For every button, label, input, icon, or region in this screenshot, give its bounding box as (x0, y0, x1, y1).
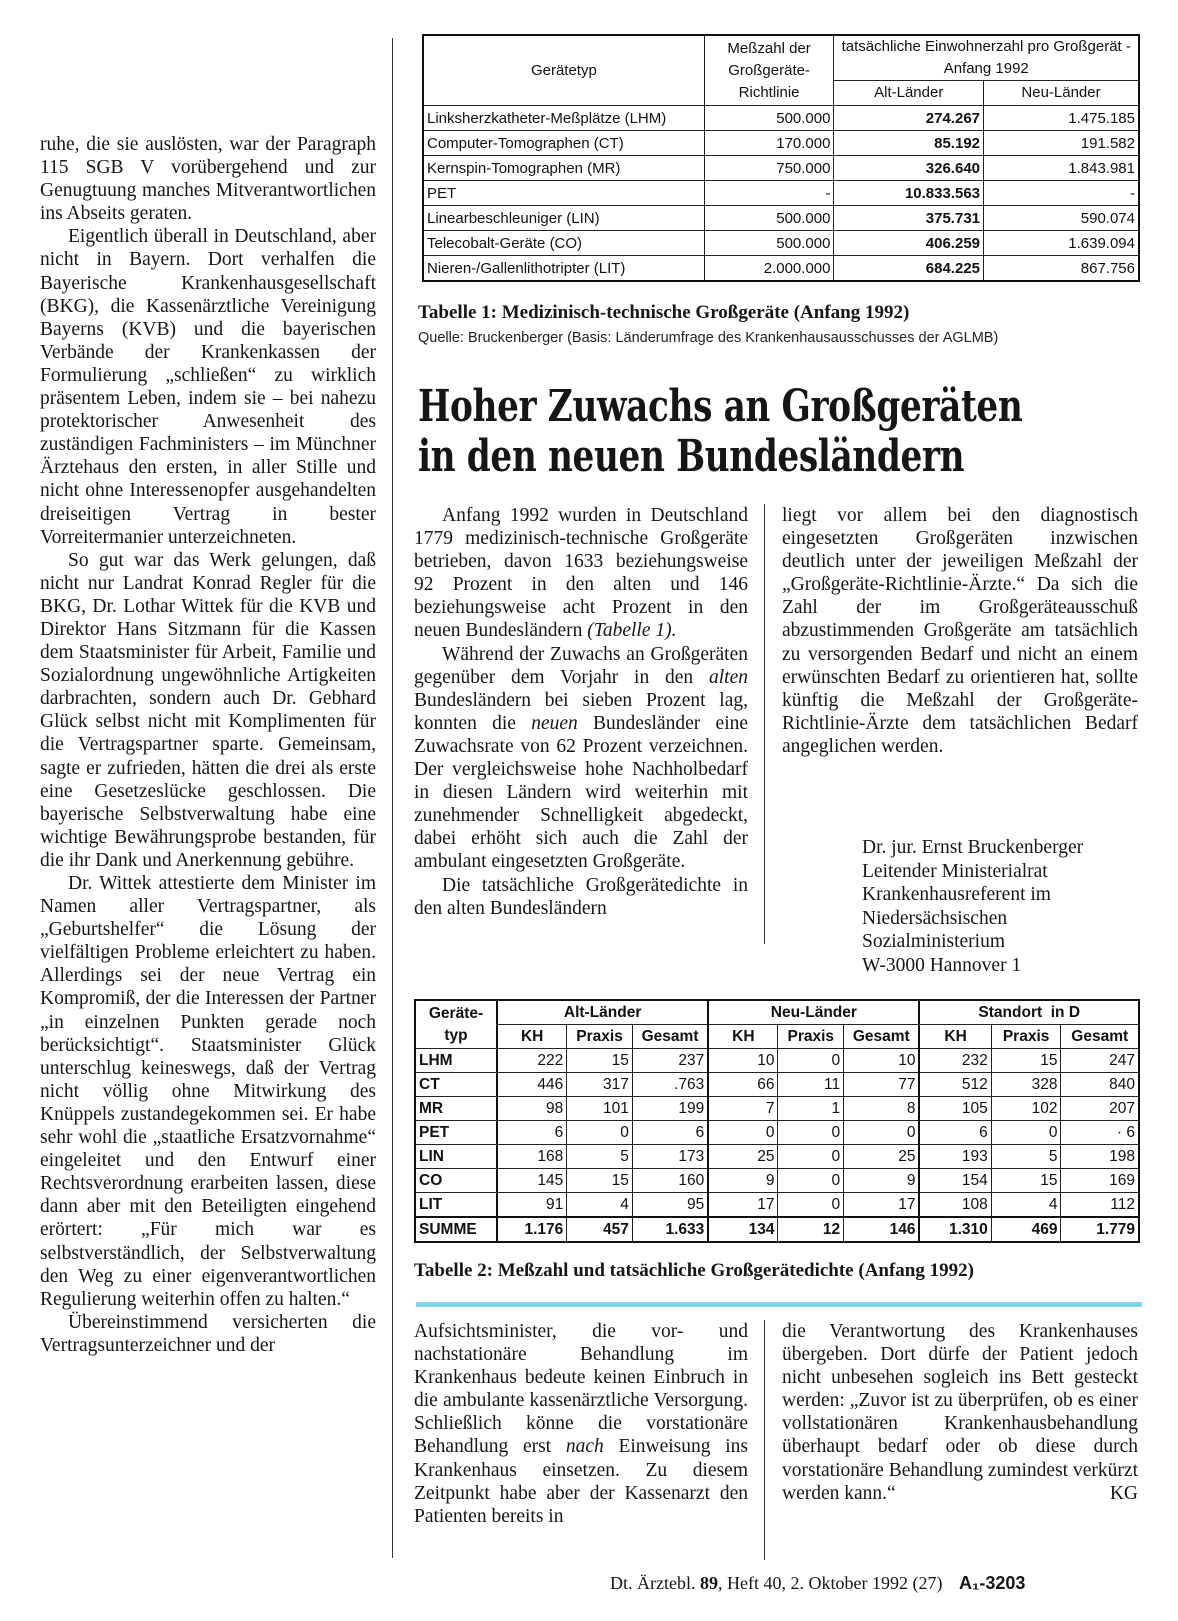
t2-cell: 198 (1061, 1145, 1139, 1169)
t2-cell: 160 (632, 1169, 708, 1193)
left-paragraph: So gut war das Werk gelungen, daß nicht nur Landrat Konrad Regler für die BKG, Dr. Lothar Wittek für die KVB und Direktor Hans Sitzmann für die Kassen dem Staatsminister für Arbeit, Familie und Sozialordnung ungewöhnliche Artigkeiten darbrachten, sondern auch Dr. Gebhard Glück selbst nicht mit Komplimenten für die Vertragspartner sparte. Gemeinsam, sagte er zufrieden, hätten die drei als erste eine Gesetzeslücke geschlossen. Die bayerische Selbstverwaltung habe eine wichtige Bewährungsprobe bestanden, für die ihr Dank und Anerkennung gebühre. (40, 549, 376, 871)
table-2 (414, 999, 1140, 1243)
t2-cell: 328 (991, 1073, 1061, 1097)
t2-cell: 4 (991, 1193, 1061, 1218)
t2-cell: 77 (844, 1073, 920, 1097)
headline-line-1: Hoher Zuwachs an Großgeräten (418, 381, 1023, 432)
t1-type: Telecobalt-Geräte (CO) (423, 231, 704, 256)
table-row (423, 106, 1139, 131)
table-row (415, 1097, 1139, 1121)
t1-type: Linearbeschleuniger (LIN) (423, 206, 704, 231)
t1-alt: 274.267 (834, 106, 984, 131)
t1-alt: 85.192 (834, 131, 984, 156)
t2-cell: 112 (1061, 1193, 1139, 1218)
t2-cell: 6 (632, 1121, 708, 1145)
t1-alt: 375.731 (834, 206, 984, 231)
table-row (423, 231, 1139, 256)
t2-cell: 193 (919, 1145, 991, 1169)
footer-issue: , Heft 40, 2. Oktober 1992 (27) (717, 1573, 943, 1593)
table-row (423, 206, 1139, 231)
t2-cell: 108 (919, 1193, 991, 1218)
t2-cell: 232 (919, 1049, 991, 1073)
t2-cell: 1.633 (632, 1217, 708, 1242)
t2-cell: 0 (778, 1145, 844, 1169)
t2-cell: 9 (844, 1169, 920, 1193)
t1-type: Nieren-/Gallenlithotripter (LIT) (423, 256, 704, 282)
column-divider (764, 1320, 765, 1560)
t2-row-type: CO (415, 1169, 497, 1193)
t2-row-type: MR (415, 1097, 497, 1121)
left-paragraph: Dr. Wittek attestierte dem Minister im Namen aller Vertragspartner, als „Geburtshelfer“ die Lösung der vielfältigen Probleme erleichtert zu haben. Allerdings sei der neue Vertrag ein Kompromiß, der die Interessen der Partner „in einzelnen Punkten gerade noch berücksichtigt“. Staatsminister Glück unterschlug keineswegs, daß der Vertrag nicht völlig ohne Mitwirkung des Knüppels zustandegekommen sei. Er habe sehr wohl die „staatliche Ersatzvornahme“ eingeleitet und den Entwurf einer Rechtsverordnung erarbeiten lassen, diese dann aber mit den Beteiligten eingehend erörtert: „Für mich war es selbstverständlich, der Selbstverwaltung den Weg zu einer eigenverantwortlichen Regulierung weiterhin offen zu halten.“ (40, 873, 376, 1310)
t1-messzahl: 500.000 (704, 106, 834, 131)
t1-neu: 867.756 (984, 256, 1139, 282)
t2-cell: 168 (497, 1145, 567, 1169)
t2-group-standort: Standort in D (919, 1000, 1139, 1025)
t2-cell: 25 (708, 1145, 778, 1169)
t1-neu: 191.582 (984, 131, 1139, 156)
t2-cell: 0 (778, 1169, 844, 1193)
t2-cell: 15 (567, 1169, 633, 1193)
t2-cell: 66 (708, 1073, 778, 1097)
t2-cell: 15 (567, 1049, 633, 1073)
t1-messzahl: 500.000 (704, 206, 834, 231)
table-1 (422, 34, 1140, 282)
t2-cell: 5 (567, 1145, 633, 1169)
t2-subheader: Praxis (991, 1025, 1061, 1049)
t2-cell: 1 (778, 1097, 844, 1121)
t2-cell: 6 (497, 1121, 567, 1145)
t2-subheader: Praxis (778, 1025, 844, 1049)
t1-type: Linksherzkatheter-Meßplätze (LHM) (423, 106, 704, 131)
table-2-caption: Tabelle 2: Meßzahl und tatsächliche Großgerätedichte (Anfang 1992) (414, 1260, 974, 1281)
t1-messzahl: - (704, 181, 834, 206)
t2-cell: 207 (1061, 1097, 1139, 1121)
t2-cell: 5 (991, 1145, 1061, 1169)
headline-line-2: in den neuen Bundesländern (418, 431, 965, 482)
t2-cell: 1.779 (1061, 1217, 1139, 1242)
t2-cell: 134 (708, 1217, 778, 1242)
t2-cell: 91 (497, 1193, 567, 1218)
t2-cell: 95 (632, 1193, 708, 1218)
t2-row-type: LIN (415, 1145, 497, 1169)
t2-subheader: KH (919, 1025, 991, 1049)
t1-neu: 590.074 (984, 206, 1139, 231)
table-1-caption: Tabelle 1: Medizinisch-technische Großgeräte (Anfang 1992) (418, 302, 910, 323)
t2-cell: 469 (991, 1217, 1061, 1242)
bottom-column-1 (414, 1320, 748, 1528)
t2-row-type: SUMME (415, 1217, 497, 1242)
t1-alt: 684.225 (834, 256, 984, 282)
article-paragraph: Anfang 1992 wurden in Deutschland 1779 medizinisch-technische Großgeräte betrieben, davon 1633 beziehungsweise 92 Prozent in den alten und 146 beziehungsweise acht Prozent in den neuen Bundesländern (Tabelle 1). (414, 505, 748, 642)
table-1-source: Quelle: Bruckenberger (Basis: Länderumfrage des Krankenhausausschusses der AGLMB) (418, 330, 999, 346)
t2-cell: 317 (567, 1073, 633, 1097)
table-row (415, 1145, 1139, 1169)
t1-header-geraetetyp: Gerätetyp (423, 35, 704, 106)
t2-cell: 10 (708, 1049, 778, 1073)
footer-journal: Dt. Ärztebl. (610, 1573, 696, 1593)
t1-type: Kernspin-Tomographen (MR) (423, 156, 704, 181)
t2-cell: 1.310 (919, 1217, 991, 1242)
t1-alt: 406.259 (834, 231, 984, 256)
bottom-column-2 (782, 1320, 1138, 1505)
t2-cell: 237 (632, 1049, 708, 1073)
t2-cell: 0 (567, 1121, 633, 1145)
t2-group-neu: Neu-Länder (708, 1000, 919, 1025)
t2-body (415, 1049, 1139, 1243)
t1-alt: 10.833.563 (834, 181, 984, 206)
t2-row-type: LIT (415, 1193, 497, 1218)
t2-row-type: LHM (415, 1049, 497, 1073)
table-row (423, 181, 1139, 206)
t2-cell: 446 (497, 1073, 567, 1097)
article-column-1 (414, 504, 748, 920)
t2-cell: 512 (919, 1073, 991, 1097)
t1-neu: 1.639.094 (984, 231, 1139, 256)
article-paragraph: Während der Zuwachs an Großgeräten gegenüber dem Vorjahr in den alten Bundesländern bei sieben Prozent lag, konnten die neuen Bundesländer eine Zuwachsrate von 62 Prozent verzeichnen. Der vergleichsweise hohe Nachholbedarf in diesen Ländern wird weiterhin mit zunehmender Schnelligkeit abgedeckt, dabei erhöht sich auch die Zahl der ambulant eingesetzten Großgeräte. (414, 643, 749, 873)
table-row (423, 131, 1139, 156)
left-paragraph: Übereinstimmend versicherten die Vertragsunterzeichner und der (40, 1311, 376, 1356)
t2-cell: 173 (632, 1145, 708, 1169)
article-paragraph: liegt vor allem bei den diagnostisch eingesetzten Großgeräten inzwischen deutlich unter der jeweiligen Meßzahl der „Großgeräte-Richtlinie-Ärzte.“ Da sich die Zahl der im Großgeräteausschuß abzustimmenden Großgeräte am tatsächlich zu versorgenden Bedarf und nicht an einem erwünschten Bedarf zu orientieren hat, sollte künftig die Meßzahl der Großgeräte-Richtlinie-Ärzte dem tatsächlichen Bedarf angeglichen werden. (782, 505, 1138, 757)
t2-cell: 12 (778, 1217, 844, 1242)
t2-cell: 15 (991, 1049, 1061, 1073)
table-row (415, 1169, 1139, 1193)
t2-cell: 0 (778, 1049, 844, 1073)
t2-cell: 98 (497, 1097, 567, 1121)
t2-subheader: KH (497, 1025, 567, 1049)
t2-row-type: PET (415, 1121, 497, 1145)
t2-cell: 0 (991, 1121, 1061, 1145)
article-paragraph: Aufsichtsminister, die vor- und nachstationäre Behandlung im Krankenhaus bedeute keinen Einbruch in die ambulante kassenärztliche Versorgung. Schließlich könne die vorstationäre Behandlung erst nach Einweisung ins Krankenhaus einsetzen. Zu diesem Zeitpunkt habe aber der Kassenarzt den Patienten bereits in (414, 1321, 748, 1527)
table-row (423, 256, 1139, 282)
t1-neu: - (984, 181, 1139, 206)
t1-header-messzahl: Meßzahl der Großgeräte-Richtlinie (704, 35, 834, 106)
t1-type: PET (423, 181, 704, 206)
t1-neu: 1.843.981 (984, 156, 1139, 181)
t2-cell: 457 (567, 1217, 633, 1242)
t1-header-einwohner: tatsächliche Einwohnerzahl pro Großgerät - Anfang 1992 (834, 35, 1139, 81)
t1-messzahl: 500.000 (704, 231, 834, 256)
article-headline (418, 381, 1023, 482)
t2-row-type: CT (415, 1073, 497, 1097)
t2-cell: 0 (778, 1193, 844, 1218)
left-column (40, 133, 376, 1357)
t1-header-neu: Neu-Länder (984, 81, 1139, 106)
table-row (423, 156, 1139, 181)
column-divider (764, 504, 765, 944)
page-footer (610, 1573, 1025, 1594)
t2-cell: 10 (844, 1049, 920, 1073)
t2-subheader: KH (708, 1025, 778, 1049)
article-column-2 (782, 504, 1138, 758)
left-paragraph: ruhe, die sie auslösten, war der Paragraph 115 SGB V vorübergehend und zur Genugtuung manches Mitverantwortlichen ins Abseits geraten. (40, 134, 376, 225)
left-paragraph: Eigentlich überall in Deutschland, aber nicht in Bayern. Dort verhalfen die Bayerische Krankenhausgesellschaft (BKG), die Kassenärztliche Vereinigung Bayerns (KVB) und die bayerischen Verbände der Krankenkassen der Formulierung „schließen“ zu wirklich präsentem Leben, indem sie – bei nahezu protektorischer Anwesenheit des zuständigen Fachministers – im Münchner Ärztehaus den ersten, in aller Stille und nicht ohne Interessenopfer ausgehandelten dreiseitigen Vertrag in bester Vorreitermanier unterzeichneten. (40, 226, 376, 548)
t2-cell: 9 (708, 1169, 778, 1193)
table-row (415, 1217, 1139, 1242)
t1-header-alt: Alt-Länder (834, 81, 984, 106)
t2-cell: 11 (778, 1073, 844, 1097)
article-paragraph: Die tatsächliche Großgerätedichte in den alten Bundesländern (414, 874, 748, 919)
t2-cell: 146 (844, 1217, 920, 1242)
t2-cell: 8 (844, 1097, 920, 1121)
table-row (415, 1073, 1139, 1097)
t2-cell: 7 (708, 1097, 778, 1121)
t2-cell: 0 (778, 1121, 844, 1145)
t1-neu: 1.475.185 (984, 106, 1139, 131)
t2-cell: .763 (632, 1073, 708, 1097)
t2-cell: 247 (1061, 1049, 1139, 1073)
t2-cell: 840 (1061, 1073, 1139, 1097)
t2-cell: 6 (919, 1121, 991, 1145)
t2-cell: 4 (567, 1193, 633, 1218)
t2-subheader: Gesamt (1061, 1025, 1139, 1049)
t2-cell: 145 (497, 1169, 567, 1193)
t1-messzahl: 170.000 (704, 131, 834, 156)
footer-page: A₁-3203 (958, 1573, 1026, 1593)
t2-cell: 154 (919, 1169, 991, 1193)
t2-cell: 1.176 (497, 1217, 567, 1242)
author-initials: KG (1109, 1482, 1138, 1504)
t1-messzahl: 2.000.000 (704, 256, 834, 282)
t2-subheader: Gesamt (632, 1025, 708, 1049)
t2-cell: · 6 (1061, 1121, 1139, 1145)
t2-cell: 169 (1061, 1169, 1139, 1193)
t1-type: Computer-Tomographen (CT) (423, 131, 704, 156)
t2-cell: 102 (991, 1097, 1061, 1121)
table-row (415, 1193, 1139, 1218)
t2-cell: 199 (632, 1097, 708, 1121)
t2-cell: 25 (844, 1145, 920, 1169)
table-row (415, 1121, 1139, 1145)
t2-cell: 17 (708, 1193, 778, 1218)
t2-cell: 15 (991, 1169, 1061, 1193)
author-signature: Dr. jur. Ernst Bruckenberger Leitender Ministerialrat Krankenhausreferent im Niedersächsischen Sozialministerium W-3000 Hannover 1 (862, 837, 1084, 976)
t2-cell: 0 (708, 1121, 778, 1145)
t2-subheader: Praxis (567, 1025, 633, 1049)
t2-group-alt: Alt-Länder (497, 1000, 708, 1025)
t1-alt: 326.640 (834, 156, 984, 181)
t2-cell: 222 (497, 1049, 567, 1073)
article-paragraph: die Verantwortung des Krankenhauses übergeben. Dort dürfe der Patient jedoch nicht unbesehen sogleich ins Bett gesteckt werden: „Zuvor ist zu überprüfen, ob es einer vollstationären Krankenhausbehandlung überhaupt bedarf oder ob diese durch vorstationäre Behandlung zumindest verkürzt werden kann.“ KG (782, 1321, 1138, 1504)
t2-cell: 0 (844, 1121, 920, 1145)
t2-cell: 17 (844, 1193, 920, 1218)
t2-cell: 105 (919, 1097, 991, 1121)
t2-subheader: Gesamt (844, 1025, 920, 1049)
footer-volume: 89 (699, 1573, 718, 1593)
table-row (415, 1049, 1139, 1073)
t2-cell: 101 (567, 1097, 633, 1121)
t1-messzahl: 750.000 (704, 156, 834, 181)
t2-header-geraetetyp: Geräte-typ (415, 1000, 497, 1049)
column-divider (392, 38, 393, 1558)
section-divider (416, 1302, 1142, 1307)
